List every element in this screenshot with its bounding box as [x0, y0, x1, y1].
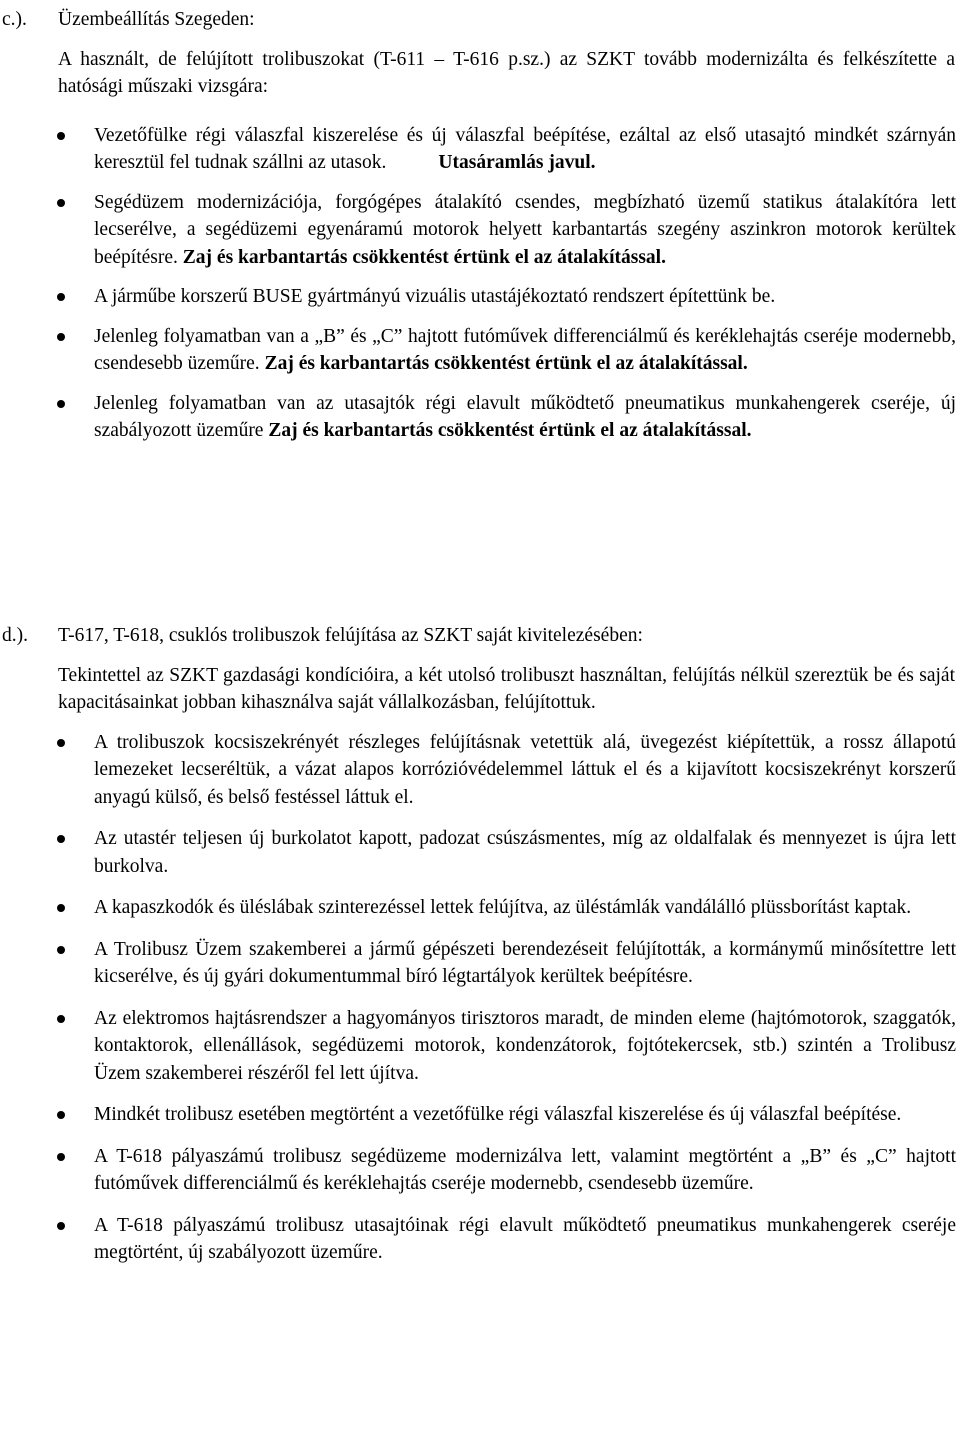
item-text: Segédüzem modernizációja, forgógépes átalakító csendes, megbízható üzemű statikus átalakítóra lett lecserélve, a segédüzemi egyenáramú motorok helyett karbantartás szegény aszinkron motorok kerültek beépítésre. — [94, 191, 956, 268]
section-d — [0, 622, 960, 1267]
item-emphasis: Zaj és karbantartás csökkentést értünk el az átalakítással. — [268, 420, 752, 441]
item-text: A T-618 pályaszámú trolibusz segédüzeme modernizálva lett, valamint megtörtént a „B” és „C” hajtott futóművek differenciálmű és keréklehajtás cseréje modernebb, csendesebb üzeműre. — [94, 1145, 956, 1194]
item-text: Jelenleg folyamatban van a „B” és „C” hajtott futóművek differenciálmű és keréklehajtás cseréje modernebb, csendesebb üzeműre. — [94, 325, 956, 374]
list-item — [94, 1101, 956, 1129]
section-c-title: Üzembeállítás Szegeden: — [58, 9, 255, 30]
section-d-list — [0, 729, 960, 1267]
list-item — [94, 936, 956, 991]
item-text: A trolibuszok kocsiszekrényét részleges felújításnak vetettük alá, üvegezést kiépítettük, a rossz állapotú lemezeket lecseréltük, a vázat alapos korrózióvédelemmel láttuk el és a kijavított kocsiszekrényt korszerű anyagú külső, és belső festéssel láttuk el. — [94, 731, 956, 808]
list-item — [94, 1005, 956, 1088]
item-emphasis: Zaj és karbantartás csökkentést értünk el az átalakítással. — [182, 246, 666, 268]
section-c — [0, 6, 960, 445]
list-item — [94, 1212, 956, 1267]
item-emphasis: Zaj és karbantartás csökkentést értünk el az átalakítással. — [264, 353, 748, 374]
item-text: Jelenleg folyamatban van az utasajtók régi elavult működtető pneumatikus munkahengerek cseréje, új szabályozott üzeműre — [94, 392, 956, 441]
section-d-intro: Tekintettel az SZKT gazdasági kondícióira, a két utolsó trolibuszt használtan, felújítás nélkül szereztük be és saját kapacitásainkat jobban kihasználva saját vállalkozásban, felújítottuk. — [58, 664, 955, 713]
item-text: A Trolibusz Üzem szakemberei a jármű gépészeti berendezéseit felújították, a kormánymű minősítettre lett kicserélve, és új gyári dokumentummal bíró légtartályok kerültek beépítésre. — [94, 938, 956, 987]
section-c-intro: A használt, de felújított trolibuszokat (T-611 – T-616 p.sz.) az SZKT tovább modernizálta és felkészítette a hatósági műszaki vizsgára: — [58, 48, 955, 97]
list-item — [94, 729, 956, 812]
list-item — [94, 189, 956, 272]
list-item — [94, 894, 956, 922]
item-text: A járműbe korszerű BUSE gyártmányú vizuális utastájékoztató rendszert építettünk be. — [94, 286, 776, 307]
section-d-number: d.). — [2, 625, 28, 646]
item-text: Vezetőfülke régi válaszfal kiszerelése és új válaszfal beépítése, ezáltal az első utasajtó mindkét szárnyán keresztül fel tudnak szállni az utasok. — [94, 124, 956, 173]
list-item — [94, 122, 956, 177]
list-item — [94, 283, 956, 311]
item-text: Mindkét trolibusz esetében megtörtént a vezetőfülke régi válaszfal kiszerelése és új válaszfal beépítése. — [94, 1104, 902, 1125]
section-c-number: c.). — [2, 9, 27, 30]
item-text: Az elektromos hajtásrendszer a hagyományos tirisztoros maradt, de minden eleme (hajtómotorok, szaggatók, kontaktorok, ellenállások, segédüzemi motorok, kondenzátorok, fojtótekercsek, stb.) szintén a Trolibusz Üzem szakemberei részéről fel lett újítva. — [94, 1007, 956, 1084]
list-item — [94, 1143, 956, 1198]
section-c-heading — [0, 6, 960, 34]
item-text: A kapaszkodók és üléslábak szinterezéssel lettek felújítva, az üléstámlák vandálálló plüssborítást kaptak. — [94, 897, 912, 918]
item-text: A T-618 pályaszámú trolibusz utasajtóinak régi elavult működtető pneumatikus munkahengerek cseréje megtörtént, új szabályozott üzeműre. — [94, 1214, 956, 1263]
list-item — [94, 825, 956, 880]
section-c-list — [0, 122, 960, 445]
list-item — [94, 323, 956, 378]
section-d-heading — [0, 622, 960, 650]
item-text: Az utastér teljesen új burkolatot kapott, padozat csúszásmentes, míg az oldalfalak és mennyezet is újra lett burkolva. — [94, 828, 956, 877]
item-emphasis: Utasáramlás javul. — [438, 152, 596, 173]
section-d-title: T-617, T-618, csuklós trolibuszok felújítása az SZKT saját kivitelezésében: — [58, 625, 643, 646]
list-item — [94, 390, 956, 445]
